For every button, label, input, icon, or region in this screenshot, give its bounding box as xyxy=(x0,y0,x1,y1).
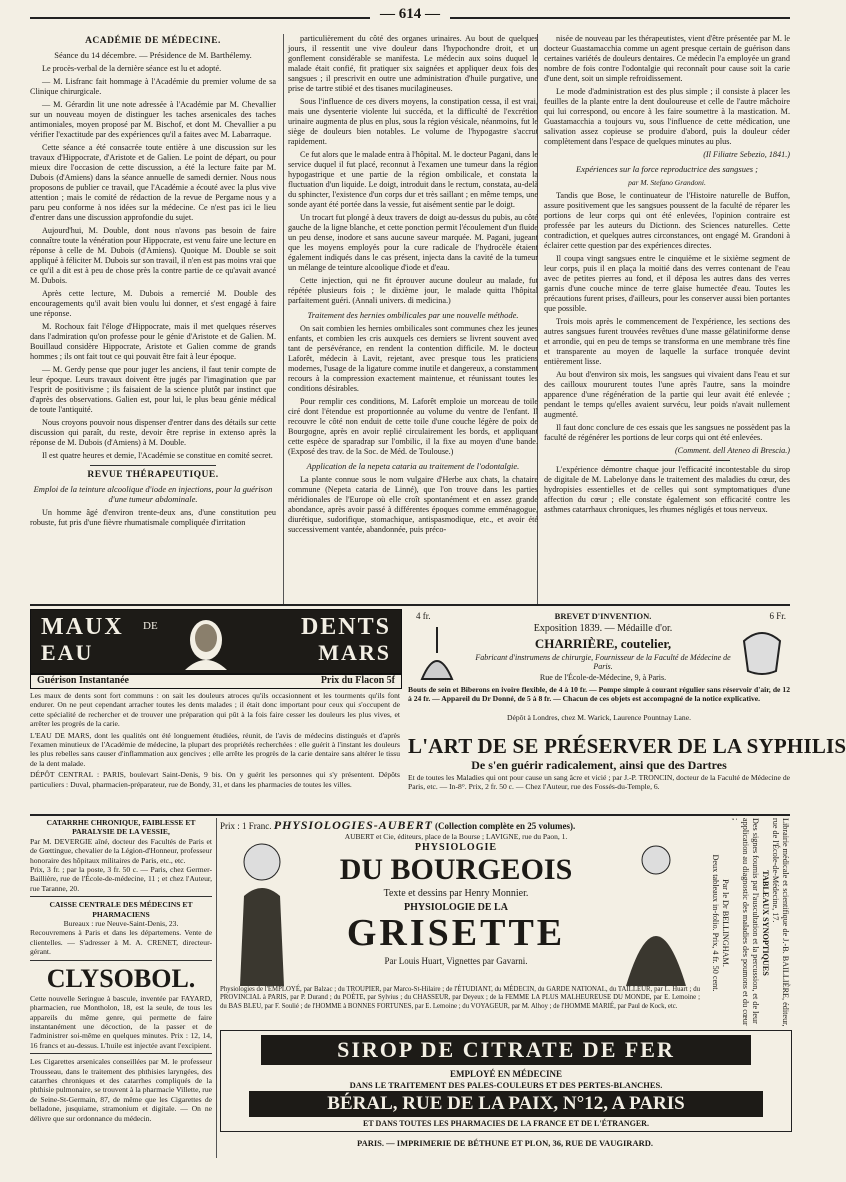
divider xyxy=(30,960,212,961)
banner-word-eau: EAU xyxy=(41,640,94,665)
tableaux-line: Deux tableaux in-folio. Prix, 4 fr. 50 cent. xyxy=(711,854,720,992)
tableaux-rotated xyxy=(706,818,790,1028)
imprint: PARIS. — IMPRIMERIE DE BÉTHUNE ET PLON, 36, RUE DE VAUGIRARD. xyxy=(357,1138,653,1148)
column-3 xyxy=(544,34,790,604)
banner-word-de: DE xyxy=(143,620,158,632)
charriere-name: CHARRIÈRE, coutelier, xyxy=(534,636,672,651)
physio-publisher: AUBERT et Cie, éditeurs, place de la Bourse ; LAVIGNE, rue du Paon, 1. xyxy=(344,832,568,841)
paragraph: Il faut donc conclure de ces essais que les sangsues ne possèdent pas la faculté de régénérer les portions de leur corps qui ont été enlevées. xyxy=(544,423,790,442)
sirop-address: BÉRAL, RUE DE LA PAIX, N°12, A PARIS xyxy=(249,1091,763,1117)
left-ads xyxy=(30,818,212,1158)
source-citation: (Il Filiatre Sebezio, 1841.) xyxy=(703,150,790,159)
physio-series: PHYSIOLOGIES-AUBERT xyxy=(273,818,433,832)
paragraph: — M. Lisfranc fait hommage à l'Académie du premier volume de sa Clinique chirurgicale. xyxy=(30,77,276,96)
ad-eau-de-mars xyxy=(30,609,400,809)
brevet: BREVET D'INVENTION. xyxy=(554,611,652,621)
du-bourgeois-title: DU BOURGEOIS xyxy=(339,853,573,886)
charriere-line: Fabricant d'instrumens de chirurgie, Fournisseur de la Faculté de Médecine de Paris. xyxy=(475,653,731,671)
ad-tableaux xyxy=(706,818,790,1028)
charriere-address: Rue de l'École-de-Médecine, 9, à Paris. xyxy=(539,673,667,682)
paragraph: — M. Gérardin lit une note adressée à l'Académie par M. Chevallier sur un nouveau moyen de distinguer les taches arsenicales des taches antimoniales, moyen proposé par M. Bischof, et dont M. Chevallier a pu vérifier l'exactitude par des expériences qu'il a faites avec M. Labarraque. xyxy=(30,100,276,139)
physio-price: Prix : 1 Franc. xyxy=(220,821,272,831)
paragraph: Un trocart fut plongé à deux travers de doigt au-dessus du pubis, au côté gauche de la ligne blanche, et cette ponction permit l'écoulement d'un fluide un peu dense, inodore et sans aucune saveur marquée. M. Pagani, jugeant que les moyens employés pour la cure radicale de l'hydrocèle étaient également indiqués dans le cas présent, injecta dans la cavité de la tumeur un mélange de teinture alcoolique d'iode et d'eau. xyxy=(288,213,538,272)
paragraph: Nous croyons pouvoir nous dispenser d'entrer dans des détails sur cette discussion qui paraît, du reste, devoir être reprise in extenso après la réponse de M. Dubois (d'Amiens) à M. Double. xyxy=(30,418,276,447)
caisse-title: CAISSE CENTRALE DES MÉDECINS ET PHARMACIENS xyxy=(49,900,193,919)
tableaux-line: Par le Dr BELLINGHAM. xyxy=(721,879,730,967)
cigarettes-body: Les Cigarettes arsenicales conseillées par M. le professeur Trousseau, dans le traitement des phthisies laryngées, des catarrhes chroniques et des catarrhes compliqués de la phthisie pulmonaire, se trouvent à la pharmacie Villette, rue de Seine-St-Germain, 87, de même que les Cigarettes de belladone, jusquiame, stramonium et digitale. — On ne délivre que sur ordonnance du médecin. xyxy=(30,1057,212,1123)
paragraph: Cette séance a été consacrée toute entière à une discussion sur les travaux d'Hippocrate, d'Aristote et de Galien. Le point de départ, ou pour mieux dire l'occasion de cette discussion, a été la lecture faite par M. Dubois (d'Amiens) dans la séance annuelle de samedi dernier. Nous nous proposons de publier ce travail, que l'Académie a écouté avec la plus vive attention ; mais le comité de rédaction de la revue de Pergame nous y a paru peu conforme à nos idées sur la médecine. Ce n'est pas ici le lieu d'entrer dans une discussion approfondie du sujet. xyxy=(30,143,276,222)
sirop-line: DANS LE TRAITEMENT DES PALES-COULEURS ET DES PERTES-BLANCHES. xyxy=(349,1080,663,1090)
clysobol-title: CLYSOBOL. xyxy=(46,963,196,993)
article-columns xyxy=(30,34,790,604)
article-subtitle: Traitement des hernies ombilicales par une nouvelle méthode. xyxy=(307,310,519,320)
ad-text: L'EAU DE MARS, dont les qualités ont été longuement étudiées, réunit, de l'avis de médecins distingués et d'après l'examen minutieux de l'Académie de médecine, la plupart des propriétés recherchées : elle guérit à l'instant les douleurs les plus rebelles sans causer d'inflammation aux gencives ; elle arrête les progrès de la carie dentaire sans altérer le tissu de la dent malade. xyxy=(30,730,400,768)
catarrhe-price: Prix, 3 fr. ; par la poste, 3 fr. 50 c. — Paris, chez Germer-Baillière, rue de l'École-de-médecine, 11 ; et chez l'Auteur, rue Taranne, 20. xyxy=(30,865,212,893)
paragraph: On sait combien les hernies ombilicales sont communes chez les jeunes enfants, et combien les cris auxquels ces derniers se livrent souvent avec tant de persévérance, en rendent la contention difficile. M. le docteur Laforêt, médecin à Lavit, rejetant, avec presque tous les praticiens modernes, l'usage de la ligature comme inutile et dangereux, a constamment recours à la compression exactement maintenue, et réunissant toutes les conditions désirables. xyxy=(288,324,538,393)
catarrhe-title: CATARRHE CHRONIQUE, FAIBLESSE ET PARALYSIE DE LA VESSIE, xyxy=(46,818,196,837)
paragraph: Il coupa vingt sangsues entre le cinquième et le sixième segment de leur corps, puis il en plaça la moitié dans des verres contenant de l'eau avec de petites pierres au fond, et il déposa les autres dans des verres garnis d'une couche mince de terre glaise humectée d'eau. Toutes les précautions furent prises, d'ailleurs, pour les conserver aussi bien portantes que possible. xyxy=(544,254,790,313)
physio-list: Physiologies de l'EMPLOYÉ, par Balzac ; du TROUPIER, par Marco-St-Hilaire ; de l'ÉTUDIANT, du MÉDECIN, du GARDE NATIONAL, du TAILLEUR, par L. Huart ; du PROVINCIAL à PARIS, par P. Durand ; du POÈTE, par Sylvius ; du CHASSEUR, par Deyeux ; de la FEMME LA PLUS MALHEUREUSE DU MONDE, par E. Lemoine ; du BAS BLEU, par F. Soulié ; de l'HOMME à BONNES FORTUNES, par E. Lemoine ; du VOYAGEUR, par M. Alhoy ; de l'HOMME MARIÉ, par Paul de Kock, etc. xyxy=(220,986,700,1010)
tableaux-title: TABLEAUX SYNOPTIQUES xyxy=(761,870,770,976)
exposition: Exposition 1839. — Médaille d'or. xyxy=(533,623,673,634)
source-citation: (Comment. dell Ateneo di Brescia.) xyxy=(674,446,790,455)
paragraph: particulièrement du côté des organes urinaires. Au bout de quelques jours, il ressentit une vive douleur dans l'hypochondre droit, et un gonflement considérable se manifesta. Le médecin aux soins duquel le malade était confié, fit pratiquer six saignées et appliquer deux fois des sangsues ; il prescrivit en outre une administration d'huile purgative, une prise de tartre stibié et des tisanes mucilagineuses. xyxy=(288,34,538,93)
paragraph: M. Rochoux fait l'éloge d'Hippocrate, mais il met quelques réserves dans l'admiration qu'on professe pour le génie d'Aristote et de Galien. M. Bouillaud considère Hippocrate, Aristote et Galien comme de grands hommes ; ils ont fait tout ce qui pouvait être fait à leur époque. xyxy=(30,322,276,361)
section-title: REVUE THÉRAPEUTIQUE. xyxy=(87,470,219,480)
ad-body xyxy=(30,691,400,809)
column-1 xyxy=(30,34,276,604)
physio-label: PHYSIOLOGIE DE LA xyxy=(404,902,508,913)
article-subtitle: Expériences sur la force reproductrice des sangsues ; xyxy=(576,164,758,174)
column-divider xyxy=(216,818,217,1158)
paragraph: Le procès-verbal de la dernière séance est lu et adopté. xyxy=(42,64,222,73)
physio-par: Par Louis Huart, Vignettes par Gavarni. xyxy=(384,956,528,966)
breast-pump-icon xyxy=(412,623,462,683)
session-line: Séance du 14 décembre. — Présidence de M. Barthélemy. xyxy=(54,50,252,60)
header-rule-left xyxy=(30,17,370,19)
banner-word-mars: MARS xyxy=(318,640,391,665)
paragraph: Aujourd'hui, M. Double, dont nous n'avons pas besoin de faire connaître toute la vénération pour Hippocrate, est venu faire une lecture en réponse à celle de M. Dubois (d'Amiens). Quoique M. Double se soit appliqué à féliciter M. Dubois sur son travail, il n'en est pas moins vrai que ce qu'il a dit est à peu de chose près la contre partie de ce qu'avait avancé M. Dubois. xyxy=(30,226,276,285)
caisse-line: Bureaux : rue Neuve-Saint-Denis, 23. xyxy=(63,919,179,929)
caisse-line: Recouvremens à Paris et dans les départemens. Vente de clientelles. — S'adresser à M. A. CRENET, directeur-gérant. xyxy=(30,928,212,957)
woman-portrait-icon xyxy=(171,614,241,670)
page-number: — 614 — xyxy=(380,6,440,22)
ad-charriere xyxy=(408,609,790,729)
paragraph: Pour remplir ces conditions, M. Laforêt emploie un morceau de toile ciré dont l'étendue est proportionnée au volume du ventre de l'enfant. Il recouvre le côté non enduit de cette toile d'une couche légère de poix de Bourgogne, après en avoir replié circulairement les bords, et appliquant cette espèce de sparadrap sur l'ombilic, il la fixe au moyen d'une bande. (Exposé des trav. de la Soc. de Méd. de Toulouse.) xyxy=(288,397,538,456)
ad-subbanner xyxy=(30,673,402,689)
tableaux-line: Des signes fournis par l'auscultation et la percussion, et de leur application au diagnostic des maladies des poumons et du cœur ; xyxy=(731,818,760,1026)
paragraph: Au bout d'environ six mois, les sangsues qui vivaient dans l'eau et sur des cailloux moururent toutes l'une après l'autre, sans la moindre apparence d'une régénération de la partie qui leur avait été enlevée ; pendant le temps qu'elles avaient survécu, leur poids n'avait nullement augmenté. xyxy=(544,370,790,419)
sirop-line: EMPLOYÉ EN MÉDECINE xyxy=(449,1069,562,1079)
paragraph: Ce fut alors que le malade entra à l'hôpital. M. le docteur Pagani, dans le service duquel il fut placé, reconnut à l'examen une tumeur dans la région hypogastrique et une partie de la région ombilicale, et constata la fluctuation d'un liquide. Le doigt, introduit dans le rectum, constata, au-delà du sphincter, l'existence d'un corps dur et très saillant ; en même temps, une sonde ayant été portée dans la vessie, fut aisément sentie par le doigt. xyxy=(288,150,538,209)
ad-syphilis xyxy=(408,734,846,810)
paragraph: Le mode d'administration est des plus simple ; il consiste à placer les feuilles de la plante entre la dent douloureuse et celle de l'autre mâchoire qui lui correspond, ou encore à les faire soumettre à la mastication. M. Guastamacchia a toujours vu, sous l'influence de cette médication, une salivation assez copieuse se produire d'abord, puis la douleur céder complètement dans l'espace de quelques minutes au plus. xyxy=(544,87,790,146)
clysobol-body: Cette nouvelle Seringue à bascule, inventée par FAYARD, pharmacien, rue Montholon, 18, est la seule, de tous les appareils du même genre, qui permette de faire instantanément une décoction, de la passer et de l'administrer soi-même en quelques minutes. Prix : 12, 14, 16 francs et au-dessus. L'huile est injectée avant l'excipient. xyxy=(30,993,212,1050)
syphilis-title: L'ART DE SE PRÉSERVER DE LA SYPHILIS xyxy=(408,734,846,758)
divider xyxy=(604,460,730,461)
feeding-bottle-icon xyxy=(738,621,786,677)
ads-separator xyxy=(30,814,790,816)
banner-price: Prix du Flacon 5f xyxy=(320,675,395,686)
header-rule-right xyxy=(450,17,790,19)
paragraph: L'expérience démontre chaque jour l'efficacité incontestable du sirop de digitale de M. Labelonye dans le traitement des maladies du cœur, des hydropisies essentielles et de celles qui sont symptomatiques d'une affection du cœur ; elle constate également son efficacité contre les asthmes catarrhaux chroniques, les rhumes négligés et tous nerveux. xyxy=(544,465,790,514)
page-header xyxy=(30,4,790,30)
divider xyxy=(90,465,216,466)
paragraph: nisée de nouveau par les thérapeutistes, vient d'être présentée par M. le docteur Guastamacchia comme un agent presque certain de guérison dans certaines variétés de douleurs dentaires. Ce médecin l'a employée un grand nombre de fois contre l'odontalgie qui reconnaît pour cause soit la carie d'une dent, soit un simple refroidissement. xyxy=(544,34,790,83)
ad-depot: DÉPÔT CENTRAL : PARIS, boulevart Saint-Denis, 9 bis. On y guérit les personnes qui s'y présentent. Dépôts particuliers : Duval, pharmacien-préparateur, rue de Bondy, 31, et dans les pharmacies de toutes les villes. xyxy=(30,770,400,789)
paragraph: Après cette lecture, M. Dubois a remercié M. Double des encouragements qu'il avait bien voulu lui donner, et s'est engagé à faire une réponse. xyxy=(30,289,276,318)
physio-collection: (Collection complète en 25 volumes). xyxy=(435,821,576,831)
article-subtitle: Emploi de la teinture alcoolique d'iode en injections, pour la guérison d'une tumeur abdominale. xyxy=(33,484,273,504)
grisette-figure-icon xyxy=(612,836,700,986)
grisette-title: GRISETTE xyxy=(346,912,566,954)
banner-word-maux: MAUX xyxy=(41,614,124,640)
charriere-products: Bouts de sein et Biberons en ivoire flexible, de 4 à 10 fr. — Pompe simple à courant régulier sans réservoir d'air, de 12 à 24 fr. — Appareil du Dr Donné, de 5 à 8 fr. — Chacun de ces objets est accompagné de la notice explicative. xyxy=(408,685,790,704)
price-left: 4 fr. xyxy=(416,611,431,621)
tableaux-line: Librairie médicale et scientifique de J.-B. BAILLIÈRE, éditeur, rue de l'École-de-Médecine, 17. xyxy=(771,818,790,1027)
price-right: 6 Fr. xyxy=(769,611,786,621)
catarrhe-body: Par M. DEVERGIE aîné, docteur des Facultés de Paris et de Gœttingue, chevalier de la Légion-d'Honneur, professeur honoraire des hôpitaux militaires de Paris, etc., etc. xyxy=(30,836,212,865)
paragraph: La plante connue sous le nom vulgaire d'Herbe aux chats, la chataire commune (Nepeta cataria de Linné), que l'on trouve dans les parties méridionales de l'Europe où elle croît spontanément et en assez grande abondance, après avoir passé à différentes époques comme emménagogue, diurétique, sudorifique, stomachique, antispasmodique, etc., et avoir été successivement vantée, abandonnée, puis préco- xyxy=(288,475,538,534)
paragraph: Trois mois après le commencement de l'expérience, les sections des autres sangsues furent trouvées revêtues d'une masse gélatiniforme dense et arrondie, qui en peu de temps se transforma en une membrane très fine et transparente au moyen de laquelle la surface tronquée devint entièrement lisse. xyxy=(544,317,790,366)
charriere-london: Dépôt à Londres, chez M. Warick, Laurence Pountnay Lane. xyxy=(507,713,691,722)
divider xyxy=(30,896,212,897)
sirop-title: SIROP DE CITRATE DE FER xyxy=(261,1035,751,1065)
paragraph: Tandis que Bose, le continuateur de l'Histoire naturelle de Buffon, assure positivement que les sangsues poussent de la faculté de réparer les portions de leur corps qui ont été enlevées, l'opinion contraire est professée par les auteurs du Dictionn. des Sciences naturelles. Cette contradiction, et quelques autres circonstances, ont engagé M. Grandoni à éclairer cette question par des expériences directes. xyxy=(544,191,790,250)
section-title: ACADÉMIE DE MÉDECINE. xyxy=(85,36,221,46)
paragraph: Sous l'influence de ces divers moyens, la constipation cessa, il est vrai, mais une dysenterie violente lui succéda, et la difficulté de l'excrétion urinaire augmenta de plus en plus, sous la région vésicale, néanmoins, fut le siège de douleurs bien notables. Le volume de l'hypogastre s'accrut rapidement. xyxy=(288,97,538,146)
article-author: par M. Stefano Grandoni. xyxy=(628,178,706,187)
syphilis-body: Et de toutes les Maladies qui ont pour cause un sang âcre et vicié ; par J.-P. TRONCIN, docteur de la Faculté de Médecine de Paris, etc. — In-8°. Prix, 2 fr. 50 c. — Chez l'Auteur, rue des Fossés-du-Temple, 6. xyxy=(408,773,790,792)
article-subtitle: Application de la nepeta cataria au traitement de l'odontalgie. xyxy=(306,461,520,471)
physio-label: PHYSIOLOGIE xyxy=(414,842,498,853)
ad-physiologies xyxy=(220,818,700,1028)
ad-banner xyxy=(30,609,402,675)
paragraph: Cette injection, qui ne fit éprouver aucune douleur au malade, fut répétée plusieurs fois ; le dixième jour, le malade quitta l'hôpital parfaitement guéri. (Annali univers. di medicina.) xyxy=(288,276,538,305)
banner-guerison: Guérison Instantanée xyxy=(37,675,129,686)
ads-separator xyxy=(30,604,790,606)
syphilis-subtitle: De s'en guérir radicalement, ainsi que des Dartres xyxy=(471,758,727,772)
paragraph: Il est quatre heures et demie, l'Académie se constitue en comité secret. xyxy=(42,451,273,460)
divider xyxy=(30,1053,212,1054)
ad-sirop xyxy=(220,1030,792,1132)
paragraph: — M. Gerdy pense que pour juger les anciens, il faut tenir compte de leur époque. Leurs travaux doivent être jugés par l'imagination que par l'esprit de positivisme ; ils faisaient de la science plutôt par instinct que d'après des observations. Galien est, pour lui, le plus beau génie médical de toute l'antiquité. xyxy=(30,365,276,414)
paragraph: Un homme âgé d'environ trente-deux ans, d'une constitution peu robuste, fut pris d'une fièvre rhumatismale compliquée d'irritation xyxy=(30,508,276,527)
banner-word-dents: DENTS xyxy=(300,614,391,640)
physio-header xyxy=(220,818,700,833)
sirop-line: ET DANS TOUTES LES PHARMACIES DE LA FRANCE ET DE L'ÉTRANGER. xyxy=(363,1119,649,1128)
physio-texte: Texte et dessins par Henry Monnier. xyxy=(383,888,529,899)
bourgeois-figure-icon xyxy=(222,836,300,986)
column-2 xyxy=(288,34,538,604)
ad-text: Les maux de dents sont fort communs : on sait les douleurs atroces qu'ils occasionnent et les tourments qu'ils font endurer. On ne peut cependant arracher toutes les dents malades ; il était donc important pour ceux qui s'occupent de cette spécialité de rechercher et de trouver une préparation qui pût à la fois faire cesser les douleurs les plus vives, et arrêter les progrès de la carie. xyxy=(30,691,400,729)
